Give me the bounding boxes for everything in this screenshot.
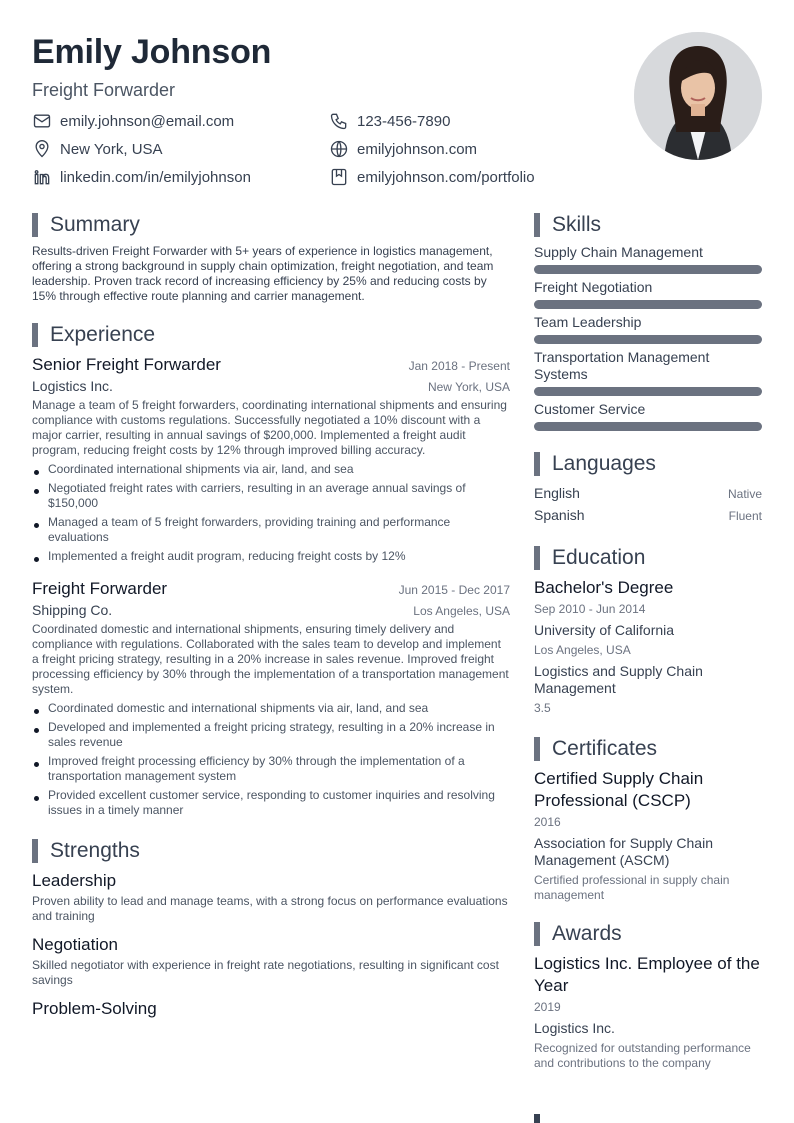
list-item: Implemented a freight audit program, reducing freight costs by 12% — [32, 549, 510, 564]
contact-linkedin-text: linkedin.com/in/emilyjohnson — [60, 168, 251, 186]
list-item: Managed a team of 5 freight forwarders, providing training and performance evaluations — [32, 515, 510, 545]
section-title-text: Education — [552, 546, 646, 569]
section-awards-heading — [534, 921, 762, 947]
linkedin-icon — [32, 167, 52, 187]
skill-item — [534, 314, 762, 344]
skill-level-bar — [534, 422, 762, 431]
page-break-marker — [534, 1114, 540, 1123]
contact-phone[interactable] — [329, 110, 592, 132]
list-item: Improved freight processing efficiency by 30% through the implementation of a transportation management system — [32, 754, 510, 784]
certificate-issuer: Association for Supply Chain Management (ASCM) — [534, 835, 713, 868]
resume-header — [32, 30, 592, 102]
section-skills-heading — [534, 212, 762, 238]
award-name: Logistics Inc. Employee of the Year — [534, 954, 760, 995]
section-accent-bar — [534, 213, 540, 237]
contact-portfolio-text: emilyjohnson.com/portfolio — [357, 168, 535, 186]
job-location: New York, USA — [427, 380, 510, 394]
skill-level-bar — [534, 387, 762, 396]
section-title-text: Certificates — [552, 737, 658, 760]
section-title-text: Awards — [552, 922, 622, 945]
contact-portfolio[interactable] — [329, 166, 592, 188]
skill-name: Supply Chain Management — [534, 244, 703, 260]
language-item — [534, 505, 762, 527]
job-description: Coordinated domestic and international shipments, ensuring timely delivery and compliance with regulations. Collaborated with the sales team to develop and implement a freight pricing strategy, resulting in a 20% increase in sales revenue. Improved freight processing efficiency by 30% through the implementation of a transportation management system. — [32, 622, 509, 696]
education-location: Los Angeles, USA — [534, 643, 631, 657]
certificate-year: 2016 — [534, 815, 561, 829]
contact-list — [32, 110, 592, 188]
certificate-name: Certified Supply Chain Professional (CSCP) — [534, 769, 704, 810]
contact-location — [32, 138, 329, 160]
language-name: Spanish — [534, 507, 585, 523]
job-date: Jan 2018 - Present — [408, 359, 510, 373]
job-bullet-list — [32, 701, 510, 818]
section-accent-bar — [534, 452, 540, 476]
award-description: Recognized for outstanding performance and contributions to the company — [534, 1041, 751, 1070]
skill-level-bar — [534, 335, 762, 344]
section-title-text: Experience — [50, 323, 156, 346]
section-title-text: Skills — [552, 213, 602, 236]
strength-description: Skilled negotiator with experience in freight rate negotiations, resulting in significant cost savings — [32, 958, 499, 987]
phone-icon — [329, 111, 349, 131]
section-accent-bar — [534, 737, 540, 761]
section-languages-heading — [534, 451, 762, 477]
education-school: University of California — [534, 622, 675, 638]
section-accent-bar — [32, 839, 38, 863]
strength-title: Problem-Solving — [32, 999, 157, 1018]
profile-photo-illustration — [634, 32, 762, 160]
skill-item — [534, 244, 762, 274]
job-company: Logistics Inc. — [32, 378, 113, 394]
mail-icon — [32, 111, 52, 131]
contact-linkedin[interactable] — [32, 166, 329, 188]
strength-title: Negotiation — [32, 935, 119, 954]
section-experience-heading — [32, 322, 510, 348]
section-title-text: Summary — [50, 213, 140, 236]
section-accent-bar — [534, 922, 540, 946]
location-icon — [32, 139, 52, 159]
globe-icon — [329, 139, 349, 159]
language-level: Fluent — [728, 509, 762, 523]
education-dates: Sep 2010 - Jun 2014 — [534, 602, 646, 616]
left-column — [32, 212, 510, 1020]
section-certificates-heading — [534, 736, 762, 762]
section-summary-heading — [32, 212, 510, 238]
skill-level-bar — [534, 300, 762, 309]
award-issuer: Logistics Inc. — [534, 1020, 615, 1036]
job-description: Manage a team of 5 freight forwarders, coordinating international shipments and ensuring compliance with customs regulations. Successfully negotiated a 10% discount with a major carrier, resulting in annual savings of $200,000. Implemented a freight audit program, reducing freight costs by 12% through improved billing accuracy. — [32, 398, 507, 457]
list-item: Negotiated freight rates with carriers, resulting in an average annual savings of $150,000 — [32, 481, 510, 511]
candidate-title: Freight Forwarder — [32, 80, 176, 100]
strength-description: Proven ability to lead and manage teams, with a strong focus on performance evaluations and training — [32, 894, 508, 923]
summary-text: Results-driven Freight Forwarder with 5+ years of experience in logistics management, offering a strong background in supply chain optimization, freight negotiation, and team leadership. Proven track record of increasing efficiency by 25% and reducing costs by 15% through effective route planning and carrier management. — [32, 244, 494, 303]
language-name: English — [534, 485, 580, 501]
candidate-name: Emily Johnson — [32, 33, 272, 71]
contact-location-text: New York, USA — [60, 140, 163, 158]
skill-name: Transportation Management Systems — [534, 349, 710, 382]
section-title-text: Languages — [552, 452, 656, 475]
education-gpa: 3.5 — [534, 701, 551, 715]
section-accent-bar — [32, 213, 38, 237]
section-education-heading — [534, 545, 762, 571]
education-degree: Bachelor's Degree — [534, 578, 674, 597]
list-item: Coordinated domestic and international shipments via air, land, and sea — [32, 701, 510, 716]
job-entry — [32, 354, 510, 564]
language-level: Native — [727, 487, 762, 501]
contact-email[interactable] — [32, 110, 329, 132]
section-accent-bar — [534, 546, 540, 570]
education-field: Logistics and Supply Chain Management — [534, 663, 703, 696]
job-bullet-list — [32, 462, 510, 564]
section-title-text: Strengths — [50, 839, 140, 862]
list-item: Developed and implemented a freight pricing strategy, resulting in a 20% increase in sales revenue — [32, 720, 510, 750]
skill-name: Freight Negotiation — [534, 279, 653, 295]
skill-item — [534, 279, 762, 309]
profile-photo — [634, 32, 762, 160]
skill-item — [534, 401, 762, 431]
skill-item — [534, 349, 762, 396]
contact-website[interactable] — [329, 138, 592, 160]
job-date: Jun 2015 - Dec 2017 — [398, 583, 510, 597]
job-title: Freight Forwarder — [32, 579, 168, 598]
job-title: Senior Freight Forwarder — [32, 355, 221, 374]
job-entry — [32, 578, 510, 818]
strength-title: Leadership — [32, 871, 117, 890]
job-location: Los Angeles, USA — [413, 604, 510, 618]
bookmark-icon — [329, 167, 349, 187]
contact-phone-text: 123-456-7890 — [357, 112, 451, 130]
contact-website-text: emilyjohnson.com — [357, 140, 478, 158]
skill-name: Team Leadership — [534, 314, 642, 330]
contact-email-text: emily.johnson@email.com — [60, 112, 235, 130]
list-item: Provided excellent customer service, responding to customer inquiries and resolving issues in a timely manner — [32, 788, 510, 818]
language-item — [534, 483, 762, 505]
list-item: Coordinated international shipments via air, land, and sea — [32, 462, 510, 477]
section-strengths-heading — [32, 838, 510, 864]
skill-level-bar — [534, 265, 762, 274]
section-accent-bar — [32, 323, 38, 347]
skill-name: Customer Service — [534, 401, 646, 417]
right-column — [534, 212, 762, 1071]
award-year: 2019 — [534, 1000, 561, 1014]
certificate-description: Certified professional in supply chain management — [534, 873, 730, 902]
job-company: Shipping Co. — [32, 602, 113, 618]
